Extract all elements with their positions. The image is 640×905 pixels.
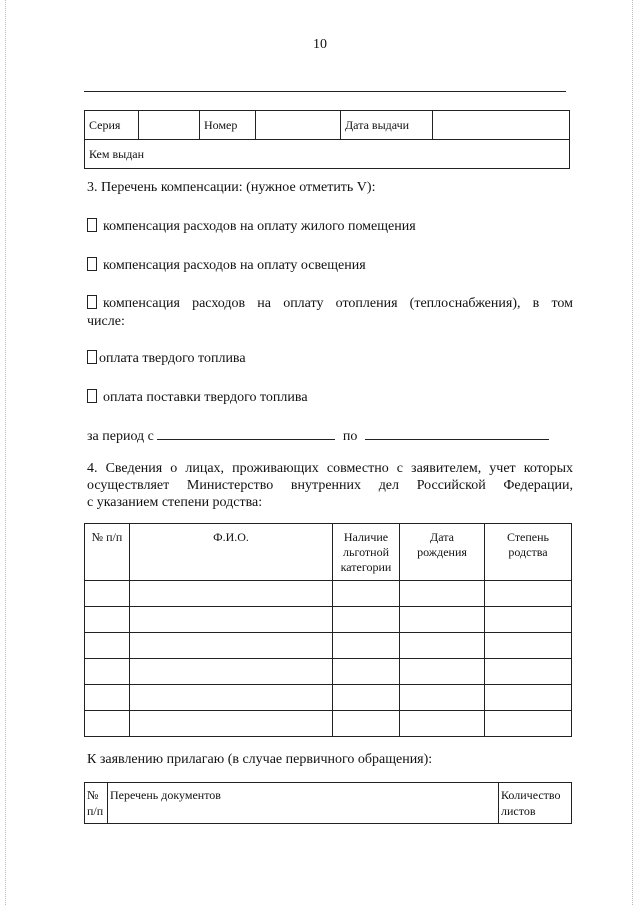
period-from-field[interactable]	[157, 426, 335, 440]
section4-line: осуществляет Министерство внутренних дел Российской Федерации,	[87, 478, 573, 493]
persons-table	[84, 523, 572, 737]
issued-by-field[interactable]	[85, 140, 570, 169]
top-rule	[84, 91, 566, 92]
document-details-table	[84, 110, 570, 169]
col-name: Ф.И.О.	[130, 524, 333, 581]
section3-title: 3. Перечень компенсации: (нужное отметить V):	[87, 180, 376, 195]
option-label: компенсация расходов на оплату жилого помещения	[103, 219, 416, 234]
attach-col-docs: Перечень документов	[108, 783, 499, 824]
table-row[interactable]	[85, 711, 572, 737]
period-from-label: за период с	[87, 429, 154, 444]
table-row[interactable]	[85, 633, 572, 659]
date-field[interactable]	[433, 111, 570, 140]
right-margin-dots	[632, 0, 634, 905]
section4-paragraph	[87, 460, 573, 511]
attach-col-num: № п/п	[85, 783, 108, 824]
section4-line: 4. Сведения о лицах, проживающих совместно с заявителем, учет которых	[87, 461, 573, 476]
option-lighting[interactable]	[87, 257, 573, 275]
option-label-cont: числе:	[87, 314, 125, 329]
attachments-title: К заявлению прилагаю (в случае первичного обращения):	[87, 752, 433, 767]
option-heating[interactable]	[87, 295, 573, 331]
period-to-label: по	[342, 429, 358, 444]
section4-line: с указанием степени родства:	[87, 495, 263, 510]
attachments-table	[84, 782, 572, 824]
table-row[interactable]	[85, 659, 572, 685]
table-row[interactable]	[85, 685, 572, 711]
option-solid-fuel-delivery[interactable]	[87, 389, 573, 407]
left-margin-dots	[5, 0, 7, 905]
series-field[interactable]	[139, 111, 200, 140]
attach-col-count: Количество листов	[499, 783, 572, 824]
option-label: оплата твердого топлива	[99, 351, 246, 366]
checkbox[interactable]	[87, 257, 97, 271]
table-row[interactable]	[85, 607, 572, 633]
checkbox[interactable]	[87, 218, 97, 232]
page-number: 10	[313, 37, 327, 52]
number-label: Номер	[200, 111, 256, 140]
checkbox[interactable]	[87, 350, 97, 364]
date-label: Дата выдачи	[341, 111, 433, 140]
period-row	[87, 426, 549, 445]
option-solid-fuel[interactable]	[87, 350, 573, 368]
option-housing[interactable]	[87, 218, 573, 236]
option-label: компенсация расходов на оплату отопления (теплоснабжения), в том	[103, 296, 573, 311]
col-benefit: Наличие льготной категории	[333, 524, 400, 581]
option-label: компенсация расходов на оплату освещения	[103, 258, 366, 273]
issued-by-label: Кем выдан	[89, 146, 145, 161]
period-to-field[interactable]	[365, 426, 549, 440]
option-label: оплата поставки твердого топлива	[103, 390, 308, 405]
col-num: № п/п	[85, 524, 130, 581]
checkbox[interactable]	[87, 389, 97, 403]
col-birth: Дата рождения	[400, 524, 485, 581]
number-field[interactable]	[256, 111, 341, 140]
col-kin: Степень родства	[485, 524, 572, 581]
table-row[interactable]	[85, 581, 572, 607]
checkbox[interactable]	[87, 295, 97, 309]
series-label: Серия	[85, 111, 139, 140]
